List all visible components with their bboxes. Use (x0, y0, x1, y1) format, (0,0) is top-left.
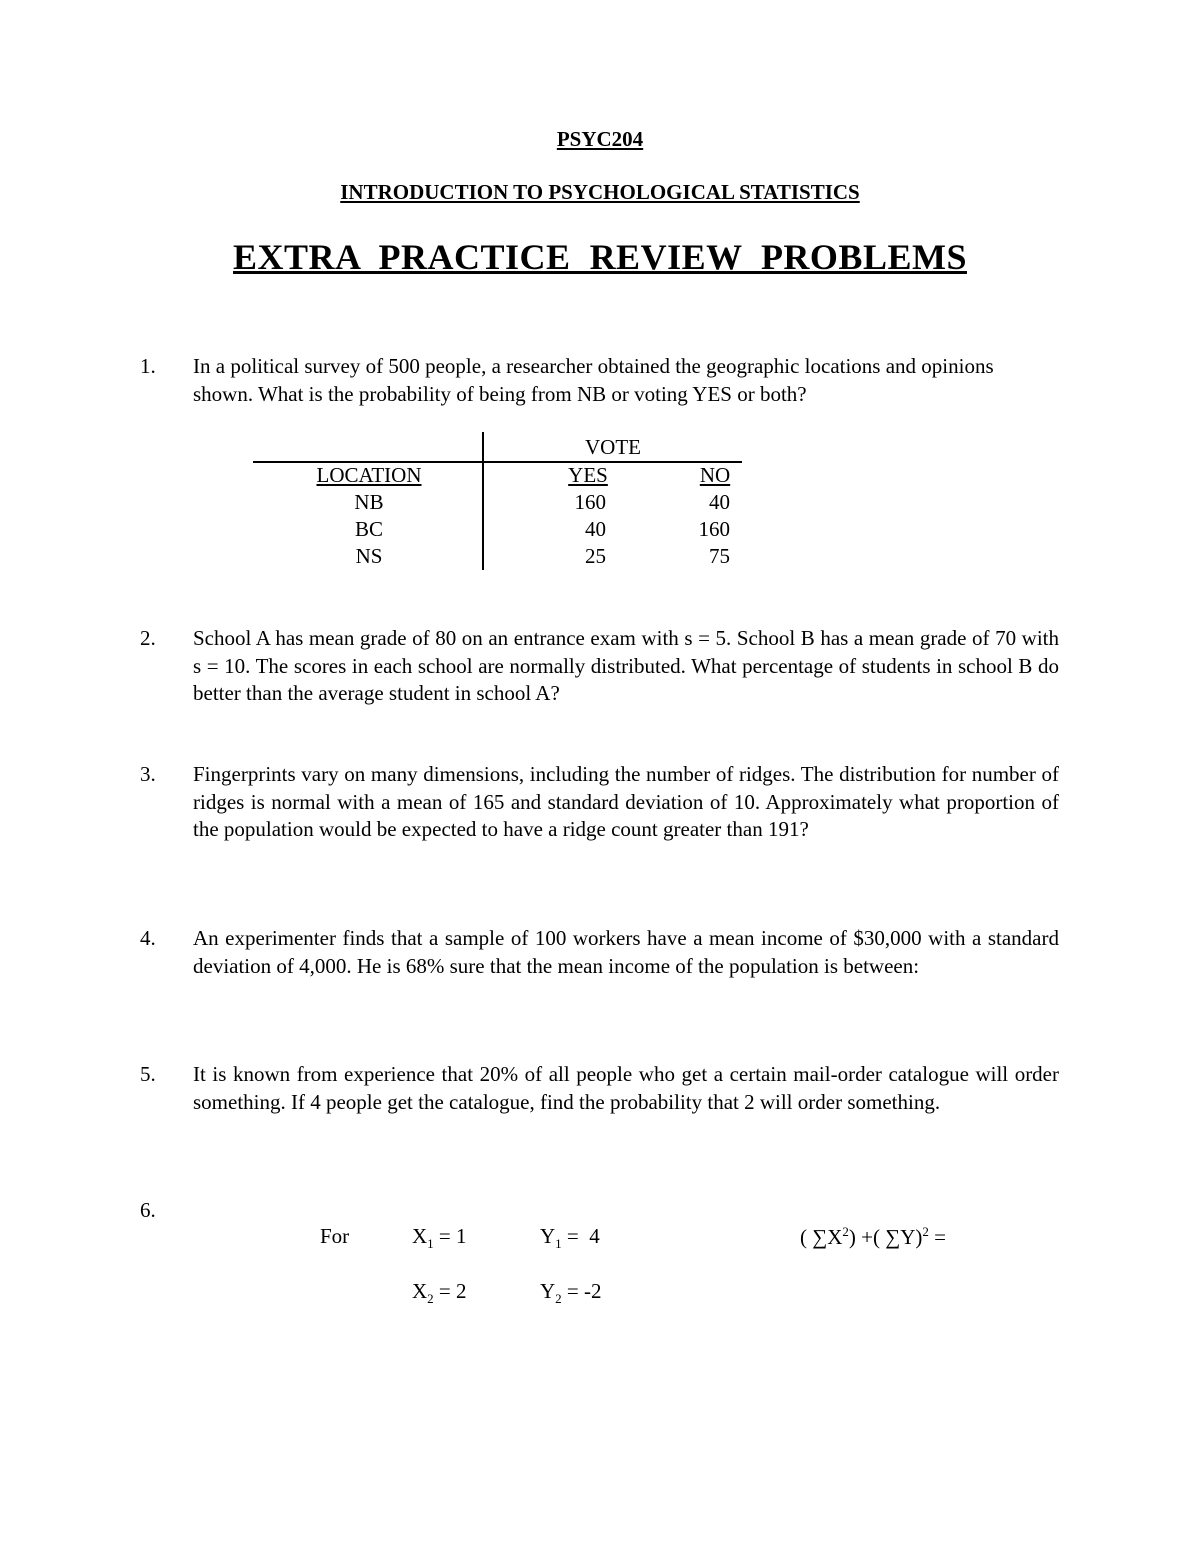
no-header: NO (699, 463, 731, 487)
table-row-no: 40 (709, 490, 730, 514)
problem-2-text: School A has mean grade of 80 on an entrance exam with s = 5. School B has a mean grade of 70 with s = 10. The scores in each school are normally distributed. What percentage of students in school B do better than the average student in school A? (193, 626, 1059, 705)
problem-3-number: 3. (140, 762, 156, 786)
problem-2-number: 2. (140, 626, 156, 650)
table-row-no: 75 (709, 544, 730, 568)
problem-1-number: 1. (140, 354, 156, 378)
for-label: For (320, 1224, 350, 1248)
problem-6-number: 6. (140, 1198, 156, 1222)
table-row-location: NB (354, 490, 384, 514)
problem-4-text: An experimenter finds that a sample of 100 workers have a mean income of $30,000 with a standard deviation of 4,000. He is 68% sure that the mean income of the population is between: (193, 926, 1059, 978)
course-title: INTRODUCTION TO PSYCHOLOGICAL STATISTICS (340, 180, 860, 204)
x1-equation: $X_1 = 1$ (412, 1224, 467, 1252)
table-row-location: BC (354, 517, 383, 541)
y1-equation: $Y_1 = 4$ (540, 1224, 600, 1252)
table-vertical-rule (482, 432, 484, 570)
table-row-yes: 25 (585, 544, 606, 568)
problem-1-text: In a political survey of 500 people, a researcher obtained the geographic locations and opinions shown. What is the probability of being from NB or voting YES or both? (193, 354, 994, 406)
yes-header: YES (568, 463, 608, 487)
problem-5-text: It is known from experience that 20% of all people who get a certain mail-order catalogue will order something. If 4 people get the catalogue, find the probability that 2 will order something. (193, 1062, 1059, 1114)
vote-header: VOTE (585, 435, 641, 459)
problem-5-number: 5. (140, 1062, 156, 1086)
table-row-yes: 160 (574, 490, 606, 514)
location-header: LOCATION (316, 463, 422, 487)
document-title: EXTRA PRACTICE REVIEW PROBLEMS (233, 237, 967, 277)
y2-equation: $Y_2 = -2$ (540, 1279, 602, 1307)
table-row-yes: 40 (585, 517, 606, 541)
problem-4-number: 4. (140, 926, 156, 950)
course-code: PSYC204 (556, 127, 644, 151)
sum-expression: ( $\sum X^2$) +( ∑Y)$^2$ = (800, 1224, 946, 1249)
problem-3-text: Fingerprints vary on many dimensions, including the number of ridges. The distribution for number of ridges is normal with a mean of 165 and standard deviation of 10. Approximately what proportion of the population would be expected to have a ridge count greater than 191? (193, 762, 1059, 841)
table-row-location: NS (355, 544, 383, 568)
table-row-no: 160 (698, 517, 730, 541)
x2-equation: $X_2 = 2$ (412, 1279, 467, 1307)
